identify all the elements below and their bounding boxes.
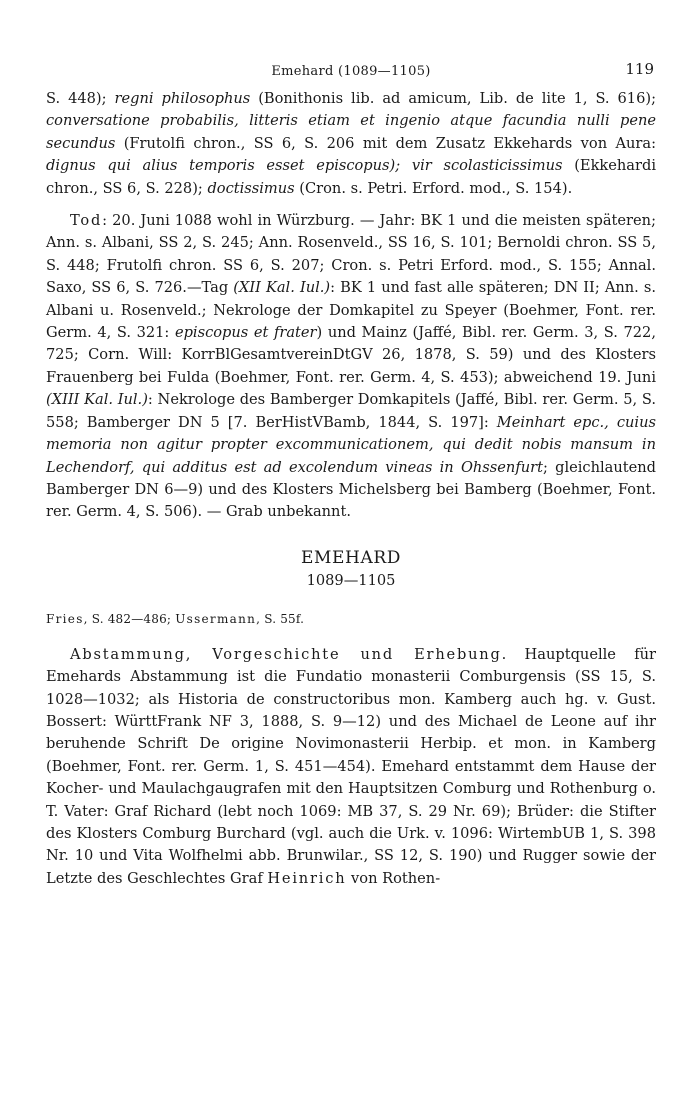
page: [46, 60, 656, 890]
death-heading: Tod: [70, 212, 103, 230]
section-heading: EMEHARD: [301, 547, 401, 568]
person-name: Heinrich: [267, 869, 347, 887]
running-head-title: Emehard (1089—1105): [271, 64, 431, 79]
literature-line: Fries, S. 482—486; Ussermann, S. 55f.: [46, 611, 305, 626]
paragraph-sources-continued: S. 448); regni philosophus (Bonithonis lib. ad amicum, Lib. de lite 1, S. 616); conversatione probabilis, litteris etiam et ingenio atque facundia nulli pene secundus (Frutolfi chron., SS 6, S. 206 mit dem Zusatz Ekkehards von Aura: dignus qui alius temporis esset episcopus); vir scolasticissimus (Ekkehardi chron., SS 6, S. 228); doctissimus (Cron. s. Petri. Erford. mod., S. 154).: [46, 90, 656, 197]
paragraph-origin: Abstammung, Vorgeschichte und Erhebung. Hauptquelle für Emehards Abstammung ist die Fundatio monasterii Comburgensis (SS 15, S. 1028—1032; als Historia de constructoribus mon. Kamberg auch hg. v. Gust. Bossert: WürttFrank NF 3, 1888, S. 9—12) und des Michael de Leone auf ihr beruhende Schrift De origine Novimonasterii Herbip. et mon. in Kamberg (Boehmer, Font. rer. Germ. 1, S. 451—454). Emehard entstammt dem Hause der Kocher- und Maulachgaugrafen mit den Hauptsitzen Comburg und Rothenburg o. T. Vater: Graf Richard (lebt noch 1069: MB 37, S. 29 Nr. 69); Brüder: die Stifter des Klosters Comburg Burchard (vgl. auch die Urk. v. 1096: WirtembUB 1, S. 398 Nr. 10 und Vita Wolfhelmi abb. Brunwilar., SS 12, S. 190) und Rugger sowie der Letzte des Geschlechtes Graf Heinrich von Rothen-: [46, 645, 656, 887]
literature-author: Ussermann: [175, 611, 257, 626]
page-number: 119: [625, 60, 654, 78]
origin-heading: Abstammung, Vorgeschichte und Erhebung: [70, 645, 502, 663]
running-head: [46, 60, 656, 88]
paragraph-death: Tod: 20. Juni 1088 wohl in Würzburg. — Jahr: BK 1 und die meisten späteren; Ann. s. Albani, SS 2, S. 245; Ann. Rosenveld., SS 16, S. 101; Bernoldi chron. SS 5, S. 448; Frutolfi chron. SS 6, S. 207; Cron. s. Petri Erford. mod., S. 155; Annal. Saxo, SS 6, S. 726.—Tag (XII Kal. Iul.): BK 1 und fast alle späteren; DN II; Ann. s. Albani u. Rosenveld.; Nekrologe der Domkapitel zu Speyer (Boehmer, Font. rer. Germ. 4, S. 321: episcopus et frater) und Mainz (Jaffé, Bibl. rer. Germ. 3, S. 722, 725; Corn. Will: KorrBlGesamtvereinDtGV 26, 1878, S. 59) und des Klosters Frauenberg bei Fulda (Boehmer, Font. rer. Germ. 4, S. 453); abweichend 19. Juni (XIII Kal. Iul.): Nekrologe des Bamberger Domkapitels (Jaffé, Bibl. rer. Germ. 5, S. 558; Bamberger DN 5 [7. BerHistVBamb, 1844, S. 197]: Meinhart epc., cuius memoria non agitur propter excommunicationem, qui dedit nobis mansum in Lechendorf, qui additus est ad excolendum vineas in Ohssenfurt; gleichlautend Bamberger DN 6—9) und des Klosters Michelsberg bei Bamberg (Boehmer, Font. rer. Germ. 4, S. 506). — Grab unbekannt.: [46, 212, 657, 521]
literature-author: Fries: [46, 611, 84, 626]
section-years: 1089—1105: [306, 571, 396, 589]
